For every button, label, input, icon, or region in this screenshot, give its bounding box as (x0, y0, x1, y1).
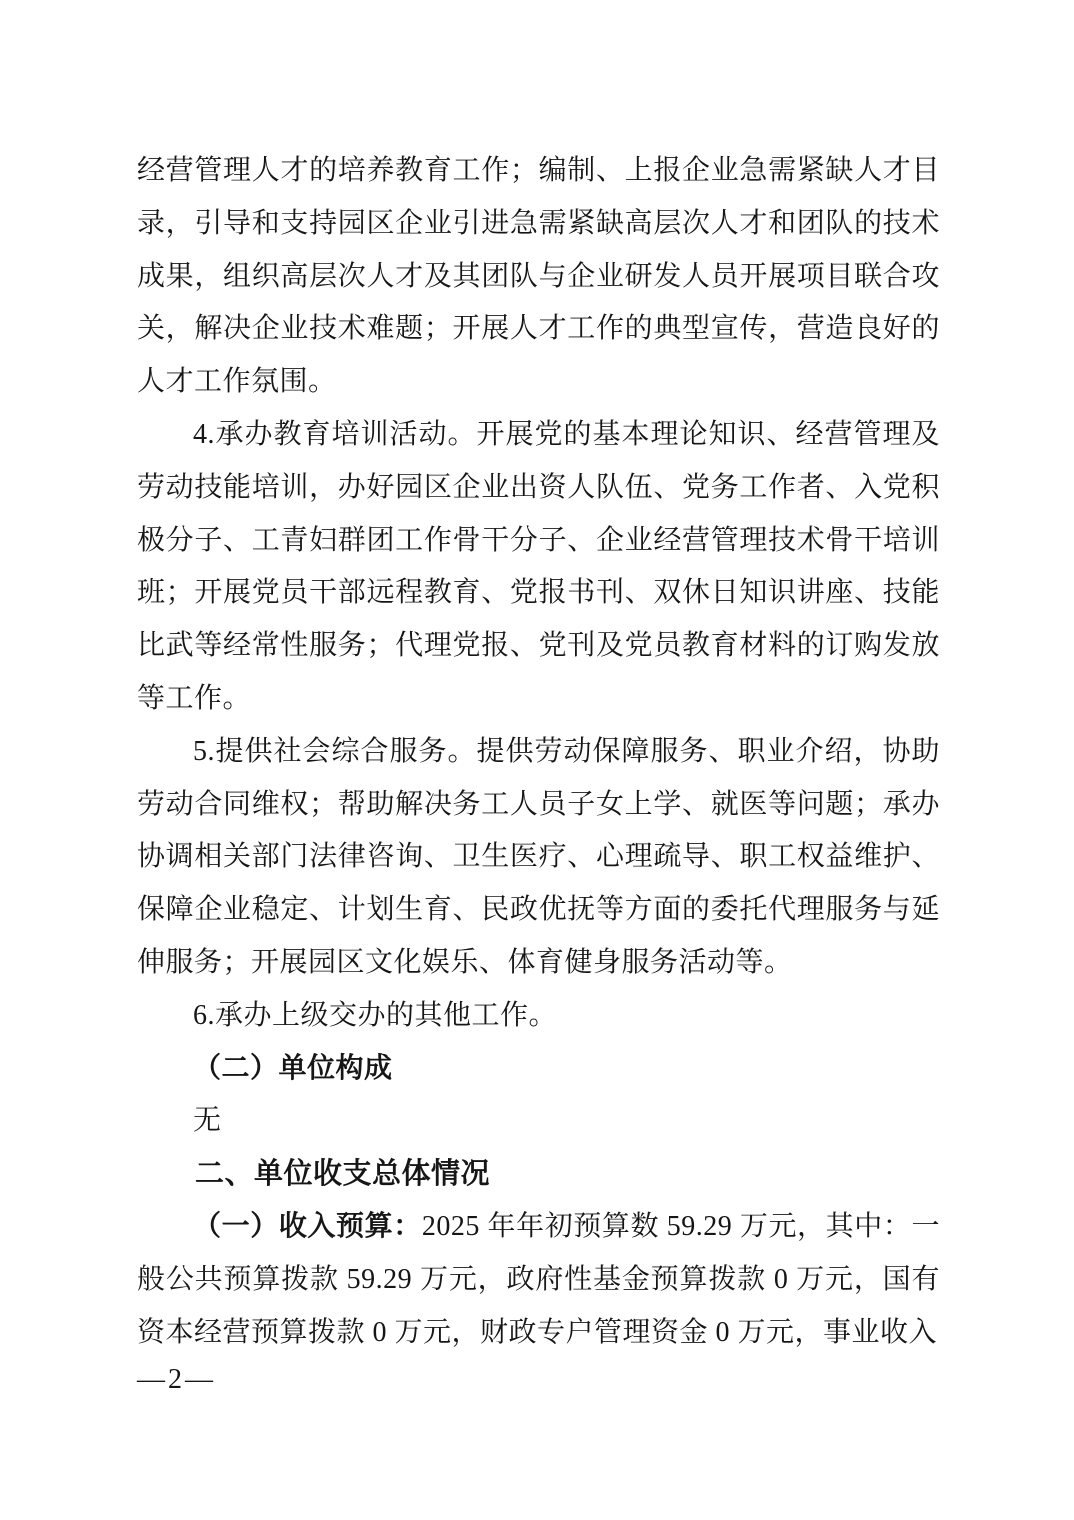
paragraph-duties-continuation: 经营管理人才的培养教育工作；编制、上报企业急需紧缺人才目录，引导和支持园区企业引进急需紧缺高层次人才和团队的技术成果，组织高层次人才及其团队与企业研发人员开展项目联合攻关，解决企业技术难题；开展人才工作的典型宣传，营造良好的人才工作氛围。 (137, 155, 940, 398)
page-number: —2— (137, 1364, 216, 1395)
income-budget-figures: 2025 年年初预算数 59.29 万元，其中：一般公共预算拨款 59.29 万元，政府性基金预算拨款 0 万元，国有资本经营预算拨款 0 万元，财政专户管理资金 0 万元，事业收入 (137, 1210, 940, 1348)
subheading-unit-composition: （二）单位构成 (193, 1052, 393, 1084)
section-heading-overall-income-expenditure: 二、单位收支总体情况 (195, 1158, 491, 1191)
paragraph-duty-item-5: 5.提供社会综合服务。提供劳动保障服务、职业介绍，协助劳动合同维权；帮助解决务工人员子女上学、就医等问题；承办协调相关部门法律咨询、卫生医疗、心理疏导、职工权益维护、保障企业稳定、计划生育、民政优抚等方面的委托代理服务与延伸服务；开展园区文化娱乐、体育健身服务活动等。 (137, 735, 940, 978)
paragraph-none: 无 (193, 1105, 222, 1137)
page-body-text (137, 145, 940, 1359)
paragraph-income-budget (137, 1201, 940, 1359)
paragraph-duty-item-6: 6.承办上级交办的其他工作。 (193, 999, 558, 1031)
paragraph-duty-item-4: 4.承办教育培训活动。开展党的基本理论知识、经营管理及劳动技能培训，办好园区企业出资人队伍、党务工作者、入党积极分子、工青妇群团工作骨干分子、企业经营管理技术骨干培训班；开展党员干部远程教育、党报书刊、双休日知识讲座、技能比武等经常性服务；代理党报、党刊及党员教育材料的订购发放等工作。 (137, 418, 940, 714)
income-budget-lead-in: （一）收入预算： (193, 1210, 422, 1242)
